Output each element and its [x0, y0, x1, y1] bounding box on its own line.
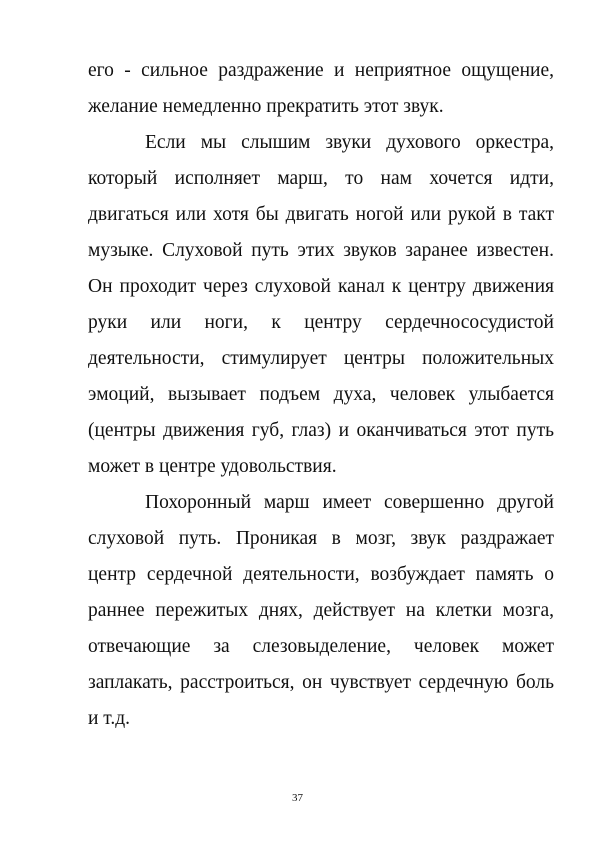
- text-line: который исполняет марш, то нам хочется идти,: [88, 168, 554, 189]
- text-line: музыке. Слуховой путь этих звуков заранее известен.: [88, 240, 554, 261]
- text-line: Если мы слышим звуки духового оркестра,: [145, 132, 554, 153]
- text-line: отвечающие за слезовыделение, человек может: [88, 636, 554, 657]
- text-line: слуховой путь. Проникая в мозг, звук раздражает: [88, 528, 554, 549]
- text-line: раннее пережитых днях, действует на клетки мозга,: [88, 600, 554, 621]
- text-line: эмоций, вызывает подъем духа, человек улыбается: [88, 384, 554, 405]
- text-line: его - сильное раздражение и неприятное ощущение,: [88, 60, 554, 81]
- text-line: деятельности, стимулирует центры положительных: [88, 348, 554, 369]
- text-line: центр сердечной деятельности, возбуждает память о: [88, 564, 554, 585]
- text-line: и т.д.: [88, 708, 131, 729]
- text-line: Он проходит через слуховой канал к центру движения: [88, 276, 554, 297]
- text-line: двигаться или хотя бы двигать ногой или рукой в такт: [88, 204, 554, 225]
- text-line: желание немедленно прекратить этот звук.: [88, 96, 444, 117]
- text-line: заплакать, расстроиться, он чувствует сердечную боль: [88, 672, 554, 693]
- text-line: руки или ноги, к центру сердечнососудистой: [88, 312, 554, 333]
- text-line: может в центре удовольствия.: [88, 456, 337, 477]
- page-number: 37: [292, 792, 303, 804]
- text-line: (центры движения губ, глаз) и оканчиваться этот путь: [88, 420, 554, 441]
- text-line: Похоронный марш имеет совершенно другой: [145, 492, 554, 513]
